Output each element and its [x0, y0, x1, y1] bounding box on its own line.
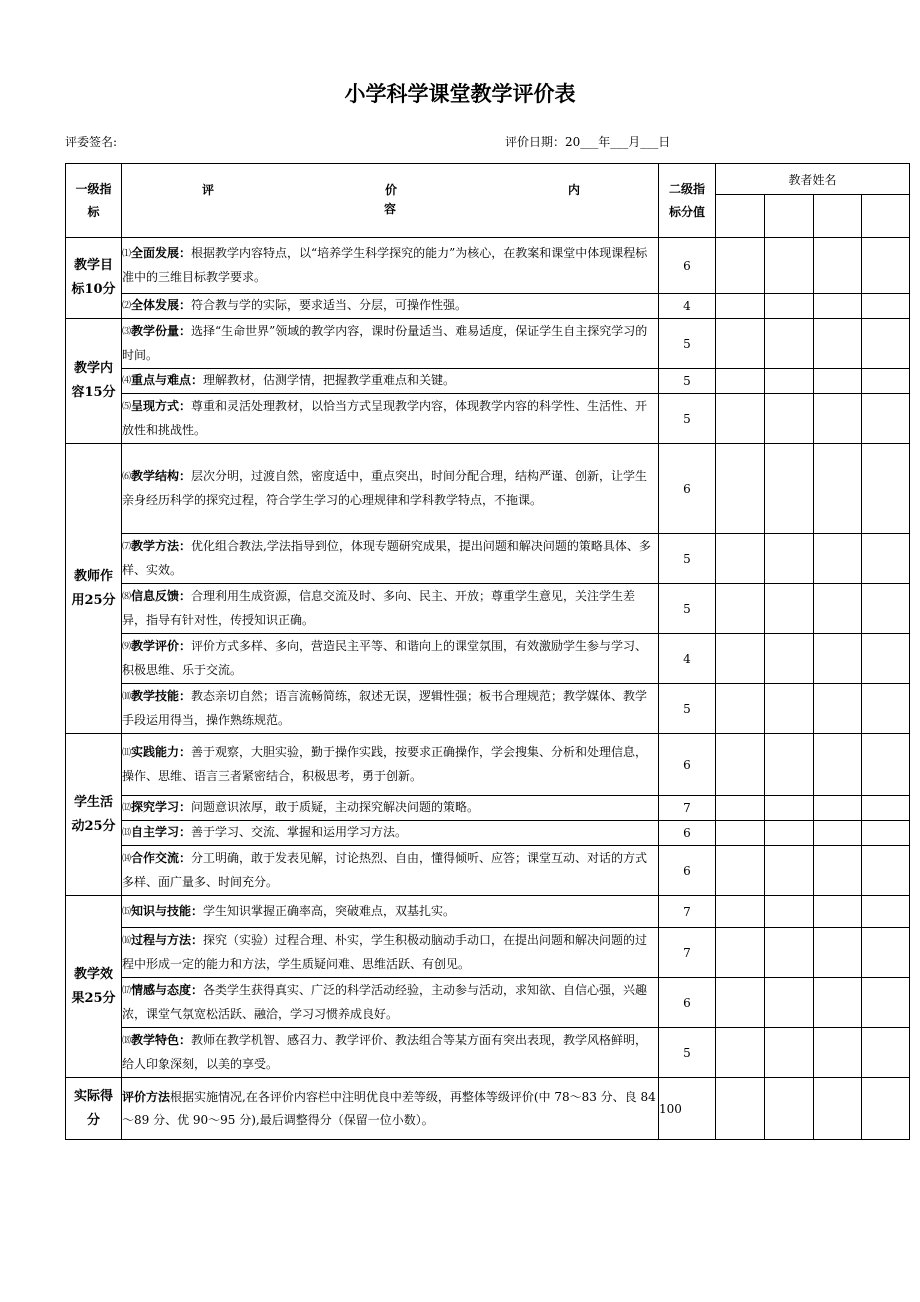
criterion-row — [66, 734, 910, 796]
evaluator-cell[interactable] — [765, 684, 814, 734]
evaluator-cell[interactable] — [716, 1028, 765, 1078]
evaluator-cell[interactable] — [765, 584, 814, 634]
evaluator-cell[interactable] — [716, 821, 765, 846]
criterion-term: 教学份量： — [131, 324, 192, 338]
criterion-term: 重点与难点： — [131, 373, 204, 387]
criterion-number: ⑷ — [122, 376, 132, 386]
content-header-tail: 容 — [383, 202, 396, 216]
criterion-term: 知识与技能： — [131, 903, 204, 918]
evaluator-cell[interactable] — [765, 634, 814, 684]
criterion-score: 5 — [659, 319, 716, 369]
header-row — [66, 164, 910, 195]
criterion-row — [66, 394, 910, 444]
evaluator-cell[interactable] — [814, 394, 862, 444]
evaluator-cell[interactable] — [862, 978, 910, 1028]
criterion-row — [66, 896, 910, 928]
level2-header: 二级指标分值 — [659, 164, 716, 238]
criterion-number: ⑾ — [122, 748, 132, 758]
evaluator-cell[interactable] — [716, 846, 765, 896]
evaluator-cell[interactable] — [814, 534, 862, 584]
evaluator-cell[interactable] — [862, 684, 910, 734]
total-description — [122, 1078, 659, 1140]
evaluator-cell[interactable] — [716, 584, 765, 634]
criterion-number: ⑴ — [122, 249, 132, 259]
criterion-number: ⑺ — [122, 542, 132, 552]
evaluator-cell[interactable] — [862, 1028, 910, 1078]
evaluator-cell[interactable] — [862, 294, 910, 319]
criterion-description — [122, 238, 659, 294]
evaluation-table — [65, 163, 910, 1140]
criterion-description — [122, 1028, 659, 1078]
total-term: 评价方法 — [122, 1089, 171, 1104]
evaluator-cell[interactable] — [765, 796, 814, 821]
criterion-term: 合作交流： — [131, 851, 192, 865]
criterion-score: 5 — [659, 369, 716, 394]
criteria-body — [66, 238, 910, 1078]
criterion-text: 选择“生命世界”领域的教学内容，课时份量适当、难易适度，保证学生自主探究学习的时间。 — [122, 324, 648, 362]
criterion-description — [122, 394, 659, 444]
criterion-text: 善于学习、交流、掌握和运用学习方法。 — [191, 825, 408, 839]
criterion-description — [122, 796, 659, 821]
criterion-term: 教学技能： — [131, 689, 192, 703]
evaluator-cell[interactable] — [716, 634, 765, 684]
evaluator-cell[interactable] — [716, 928, 765, 978]
criterion-text: 教师在教学机智、感召力、教学评价、教法组合等某方面有突出表现，教学风格鲜明，给人印象深刻，以美的享受。 — [122, 1033, 648, 1071]
criterion-row — [66, 319, 910, 369]
evaluator-cell[interactable] — [862, 238, 910, 294]
criterion-score: 6 — [659, 444, 716, 534]
criterion-description — [122, 534, 659, 584]
criterion-text: 尊重和灵活处理教材，以恰当方式呈现教学内容，体现教学内容的科学性、生活性、开放性和挑战性。 — [122, 399, 648, 437]
evaluator-cell[interactable] — [716, 1078, 765, 1140]
evaluator-cell[interactable] — [862, 195, 910, 238]
evaluator-cell[interactable] — [765, 734, 814, 796]
evaluator-cell[interactable] — [862, 584, 910, 634]
evaluator-cell[interactable] — [814, 684, 862, 734]
evaluator-cell[interactable] — [814, 634, 862, 684]
level1-header: 一级指标 — [66, 164, 122, 238]
evaluator-cell[interactable] — [716, 238, 765, 294]
evaluator-cell[interactable] — [814, 584, 862, 634]
evaluator-cell[interactable] — [814, 195, 862, 238]
criterion-description — [122, 584, 659, 634]
criterion-text: 问题意识浓厚，敢于质疑，主动探究解决问题的策略。 — [191, 800, 480, 814]
page-title: 小学科学课堂教学评价表 — [344, 82, 576, 106]
criterion-term: 教学方法： — [131, 539, 192, 553]
criterion-description — [122, 294, 659, 319]
evaluator-cell[interactable] — [716, 896, 765, 928]
evaluator-cell[interactable] — [862, 896, 910, 928]
criterion-description — [122, 369, 659, 394]
criterion-row — [66, 444, 910, 534]
criterion-score: 6 — [659, 238, 716, 294]
criterion-description — [122, 444, 659, 534]
criterion-row — [66, 684, 910, 734]
evaluator-cell[interactable] — [765, 238, 814, 294]
criterion-row — [66, 534, 910, 584]
criterion-description — [122, 896, 659, 928]
evaluator-cell[interactable] — [862, 394, 910, 444]
evaluator-cell[interactable] — [814, 978, 862, 1028]
evaluator-cell[interactable] — [862, 1078, 910, 1140]
evaluator-cell[interactable] — [765, 846, 814, 896]
evaluator-cell[interactable] — [814, 821, 862, 846]
criterion-number: ⑼ — [122, 642, 132, 652]
evaluator-cell[interactable] — [765, 394, 814, 444]
criterion-term: 教学特色： — [131, 1033, 192, 1047]
criterion-term: 呈现方式： — [131, 399, 192, 413]
evaluator-cell[interactable] — [716, 444, 765, 534]
criterion-number: ⒂ — [122, 906, 132, 917]
criterion-text: 探究（实验）过程合理、朴实，学生积极动脑动手动口，在提出问题和解决问题的过程中形成一定的能力和方法，学生质疑问难、思维活跃、有创见。 — [122, 933, 648, 971]
criterion-row — [66, 584, 910, 634]
criterion-term: 教学评价： — [131, 639, 192, 653]
criterion-text: 各类学生获得真实、广泛的科学活动经验，主动参与活动，求知欲、自信心强，兴趣浓，课堂气氛宽松活跃、融洽，学习习惯养成良好。 — [122, 983, 648, 1021]
evaluator-cell[interactable] — [716, 195, 765, 238]
criterion-description — [122, 634, 659, 684]
criterion-row — [66, 238, 910, 294]
evaluator-cell[interactable] — [765, 821, 814, 846]
section-name: 教师作用25分 — [66, 444, 122, 734]
evaluator-cell[interactable] — [862, 369, 910, 394]
evaluator-cell[interactable] — [814, 896, 862, 928]
criterion-term: 全体发展： — [131, 298, 192, 312]
evaluator-cell[interactable] — [862, 846, 910, 896]
evaluator-cell[interactable] — [862, 534, 910, 584]
total-label: 实际得分 — [66, 1078, 122, 1140]
criterion-score: 5 — [659, 684, 716, 734]
criterion-text: 合理利用生成资源，信息交流及时、多向、民主、开放；尊重学生意见，关注学生差异，指导有针对性，传授知识正确。 — [122, 589, 636, 627]
criterion-number: ⑶ — [122, 327, 132, 337]
evaluator-cell[interactable] — [765, 928, 814, 978]
criterion-description — [122, 978, 659, 1028]
evaluator-cell[interactable] — [716, 394, 765, 444]
criterion-number: ⑻ — [122, 592, 132, 602]
evaluator-cell[interactable] — [765, 195, 814, 238]
criterion-description — [122, 734, 659, 796]
evaluator-cell[interactable] — [814, 294, 862, 319]
content-header — [122, 164, 659, 238]
content-header-char: 评 — [202, 183, 215, 197]
criterion-score: 6 — [659, 846, 716, 896]
criterion-number: ⑿ — [122, 803, 132, 813]
criterion-term: 自主学习： — [131, 825, 192, 839]
section-name: 教学内容15分 — [66, 319, 122, 444]
evaluator-cell[interactable] — [862, 928, 910, 978]
evaluator-cell[interactable] — [716, 534, 765, 584]
evaluator-cell[interactable] — [862, 319, 910, 369]
criterion-score: 7 — [659, 928, 716, 978]
criterion-score: 5 — [659, 584, 716, 634]
criterion-row — [66, 294, 910, 319]
evaluator-cell[interactable] — [716, 294, 765, 319]
date-label: 评价日期：20___年___月___日 — [505, 135, 671, 149]
evaluator-cell[interactable] — [814, 444, 862, 534]
criterion-row — [66, 978, 910, 1028]
evaluator-cell[interactable] — [765, 534, 814, 584]
criterion-text: 符合教与学的实际，要求适当、分层，可操作性强。 — [191, 298, 468, 312]
criterion-row — [66, 634, 910, 684]
signature-label: 评委签名: — [65, 135, 118, 149]
evaluator-cell[interactable] — [862, 734, 910, 796]
criterion-term: 信息反馈： — [131, 589, 192, 603]
criterion-score: 6 — [659, 734, 716, 796]
criterion-term: 实践能力： — [131, 745, 192, 759]
criterion-description — [122, 821, 659, 846]
criterion-row — [66, 1028, 910, 1078]
criterion-score: 6 — [659, 821, 716, 846]
evaluator-cell[interactable] — [814, 796, 862, 821]
criterion-text: 评价方式多样、多向，营造民主平等、和谐向上的课堂氛围，有效激励学生参与学习、积极思维、乐于交流。 — [122, 639, 648, 677]
evaluator-cell[interactable] — [814, 1078, 862, 1140]
criterion-number: ⒁ — [122, 854, 132, 864]
criterion-score: 5 — [659, 1028, 716, 1078]
criterion-text: 教态亲切自然；语言流畅简练，叙述无误，逻辑性强；板书合理规范；教学媒体、教学手段运用得当，操作熟练规范。 — [122, 689, 648, 727]
criterion-row — [66, 369, 910, 394]
criterion-score: 7 — [659, 896, 716, 928]
evaluator-cell[interactable] — [814, 928, 862, 978]
criterion-score: 4 — [659, 634, 716, 684]
criterion-text: 理解教材，估测学情，把握教学重难点和关键。 — [203, 373, 456, 387]
evaluator-cell[interactable] — [716, 369, 765, 394]
criterion-score: 6 — [659, 978, 716, 1028]
criterion-description — [122, 846, 659, 896]
evaluator-cell[interactable] — [716, 978, 765, 1028]
total-row — [66, 1078, 910, 1140]
criterion-term: 过程与方法： — [131, 933, 204, 947]
criterion-number: ⒅ — [122, 1036, 132, 1046]
total-score: 100 — [659, 1078, 716, 1140]
criterion-description — [122, 928, 659, 978]
evaluator-cell[interactable] — [765, 1078, 814, 1140]
criterion-number: ⑸ — [122, 402, 132, 412]
criterion-score: 5 — [659, 394, 716, 444]
content-header-char: 内 — [567, 183, 580, 197]
criterion-row — [66, 796, 910, 821]
criterion-text: 分工明确，敢于发表见解，讨论热烈、自由，懂得倾听、应答；课堂互动、对话的方式多样、面广量多、时间充分。 — [122, 851, 648, 889]
criterion-description — [122, 684, 659, 734]
evaluator-header: 教者姓名 — [716, 164, 910, 195]
evaluator-cell[interactable] — [765, 319, 814, 369]
criterion-score: 7 — [659, 796, 716, 821]
evaluator-cell[interactable] — [814, 734, 862, 796]
evaluator-cell[interactable] — [765, 444, 814, 534]
evaluator-cell[interactable] — [765, 369, 814, 394]
evaluator-cell[interactable] — [814, 238, 862, 294]
criterion-description — [122, 319, 659, 369]
evaluator-cell[interactable] — [862, 821, 910, 846]
evaluator-cell[interactable] — [765, 978, 814, 1028]
evaluator-cell[interactable] — [862, 634, 910, 684]
criterion-number: ⒃ — [122, 936, 132, 946]
criterion-text: 根据教学内容特点，以“培养学生科学探究的能力”为核心，在教案和课堂中体现课程标准中的三维目标教学要求。 — [122, 246, 648, 284]
criterion-score: 4 — [659, 294, 716, 319]
content-header-spread — [122, 181, 658, 198]
criterion-row — [66, 846, 910, 896]
evaluator-cell[interactable] — [862, 796, 910, 821]
total-text: 根据实施情况,在各评价内容栏中注明优良中差等级，再整体等级评价(中 78～83 分、良 84～89 分、优 90～95 分),最后调整得分（保留一位小数）。 — [122, 1089, 656, 1127]
evaluator-cell[interactable] — [862, 444, 910, 534]
section-name: 教学效果25分 — [66, 896, 122, 1078]
evaluator-cell[interactable] — [814, 369, 862, 394]
criterion-number: ⒄ — [122, 986, 132, 996]
criterion-row — [66, 928, 910, 978]
criterion-term: 全面发展： — [131, 246, 192, 260]
evaluator-cell[interactable] — [814, 1028, 862, 1078]
evaluator-cell[interactable] — [765, 294, 814, 319]
evaluator-cell[interactable] — [765, 896, 814, 928]
section-name: 教学目标10分 — [66, 238, 122, 319]
criterion-text: 学生知识掌握正确率高，突破难点，双基扎实。 — [203, 903, 456, 918]
criterion-term: 探究学习： — [131, 800, 192, 814]
evaluator-cell[interactable] — [716, 734, 765, 796]
criterion-term: 教学结构： — [131, 469, 192, 483]
criterion-text: 优化组合教法,学法指导到位，体现专题研究成果，提出问题和解决问题的策略具体、多样、实效。 — [122, 539, 651, 577]
criterion-number: ⑹ — [122, 472, 132, 482]
criterion-text: 层次分明，过渡自然，密度适中，重点突出，时间分配合理，结构严谨、创新，让学生亲身经历科学的探究过程，符合学生学习的心理规律和学科教学特点，不拖课。 — [122, 469, 648, 507]
criterion-text: 善于观察，大胆实验，勤于操作实践，按要求正确操作，学会搜集、分析和处理信息，操作、思维、语言三者紧密结合，积极思考，勇于创新。 — [122, 745, 648, 783]
criterion-number: ⑵ — [122, 301, 132, 311]
evaluator-cell[interactable] — [716, 684, 765, 734]
evaluator-cell[interactable] — [814, 319, 862, 369]
evaluator-cell[interactable] — [765, 1028, 814, 1078]
section-name: 学生活动25分 — [66, 734, 122, 896]
content-header-char: 价 — [384, 183, 397, 197]
evaluator-cell[interactable] — [814, 846, 862, 896]
criterion-row — [66, 821, 910, 846]
evaluator-cell[interactable] — [716, 319, 765, 369]
criterion-number: ⑽ — [122, 692, 132, 702]
criterion-term: 情感与态度： — [131, 983, 204, 997]
criterion-number: ⒀ — [122, 828, 132, 838]
evaluator-cell[interactable] — [716, 796, 765, 821]
criterion-score: 5 — [659, 534, 716, 584]
